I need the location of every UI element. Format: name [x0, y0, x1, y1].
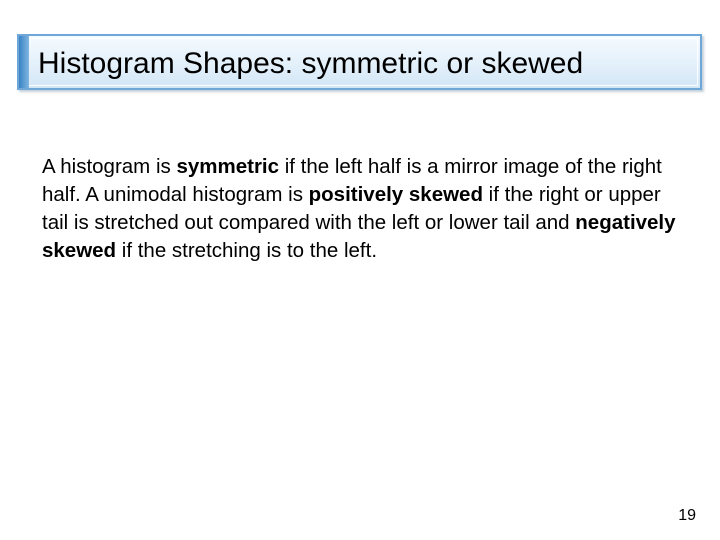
body-text-segment: if the right or upper tail is stretched out compared with the left or lower tail and: [42, 183, 661, 234]
body-text-segment: if the left half is a mirror image of the right half. A unimodal histogram is: [42, 155, 662, 206]
term-symmetric: symmetric: [176, 155, 280, 178]
body-text-segment: A histogram is: [42, 155, 177, 178]
term-negatively-skewed: negatively skewed: [42, 211, 676, 262]
slide-title: Histogram Shapes: symmetric or skewed: [38, 47, 584, 80]
slide-title-banner: [17, 34, 702, 90]
slide-body-paragraph: [42, 153, 692, 265]
body-text-segment: if the stretching is to the left.: [116, 239, 378, 262]
term-positively-skewed: positively skewed: [308, 183, 483, 206]
page-number: 19: [678, 507, 696, 524]
title-accent-bar: [19, 36, 29, 88]
